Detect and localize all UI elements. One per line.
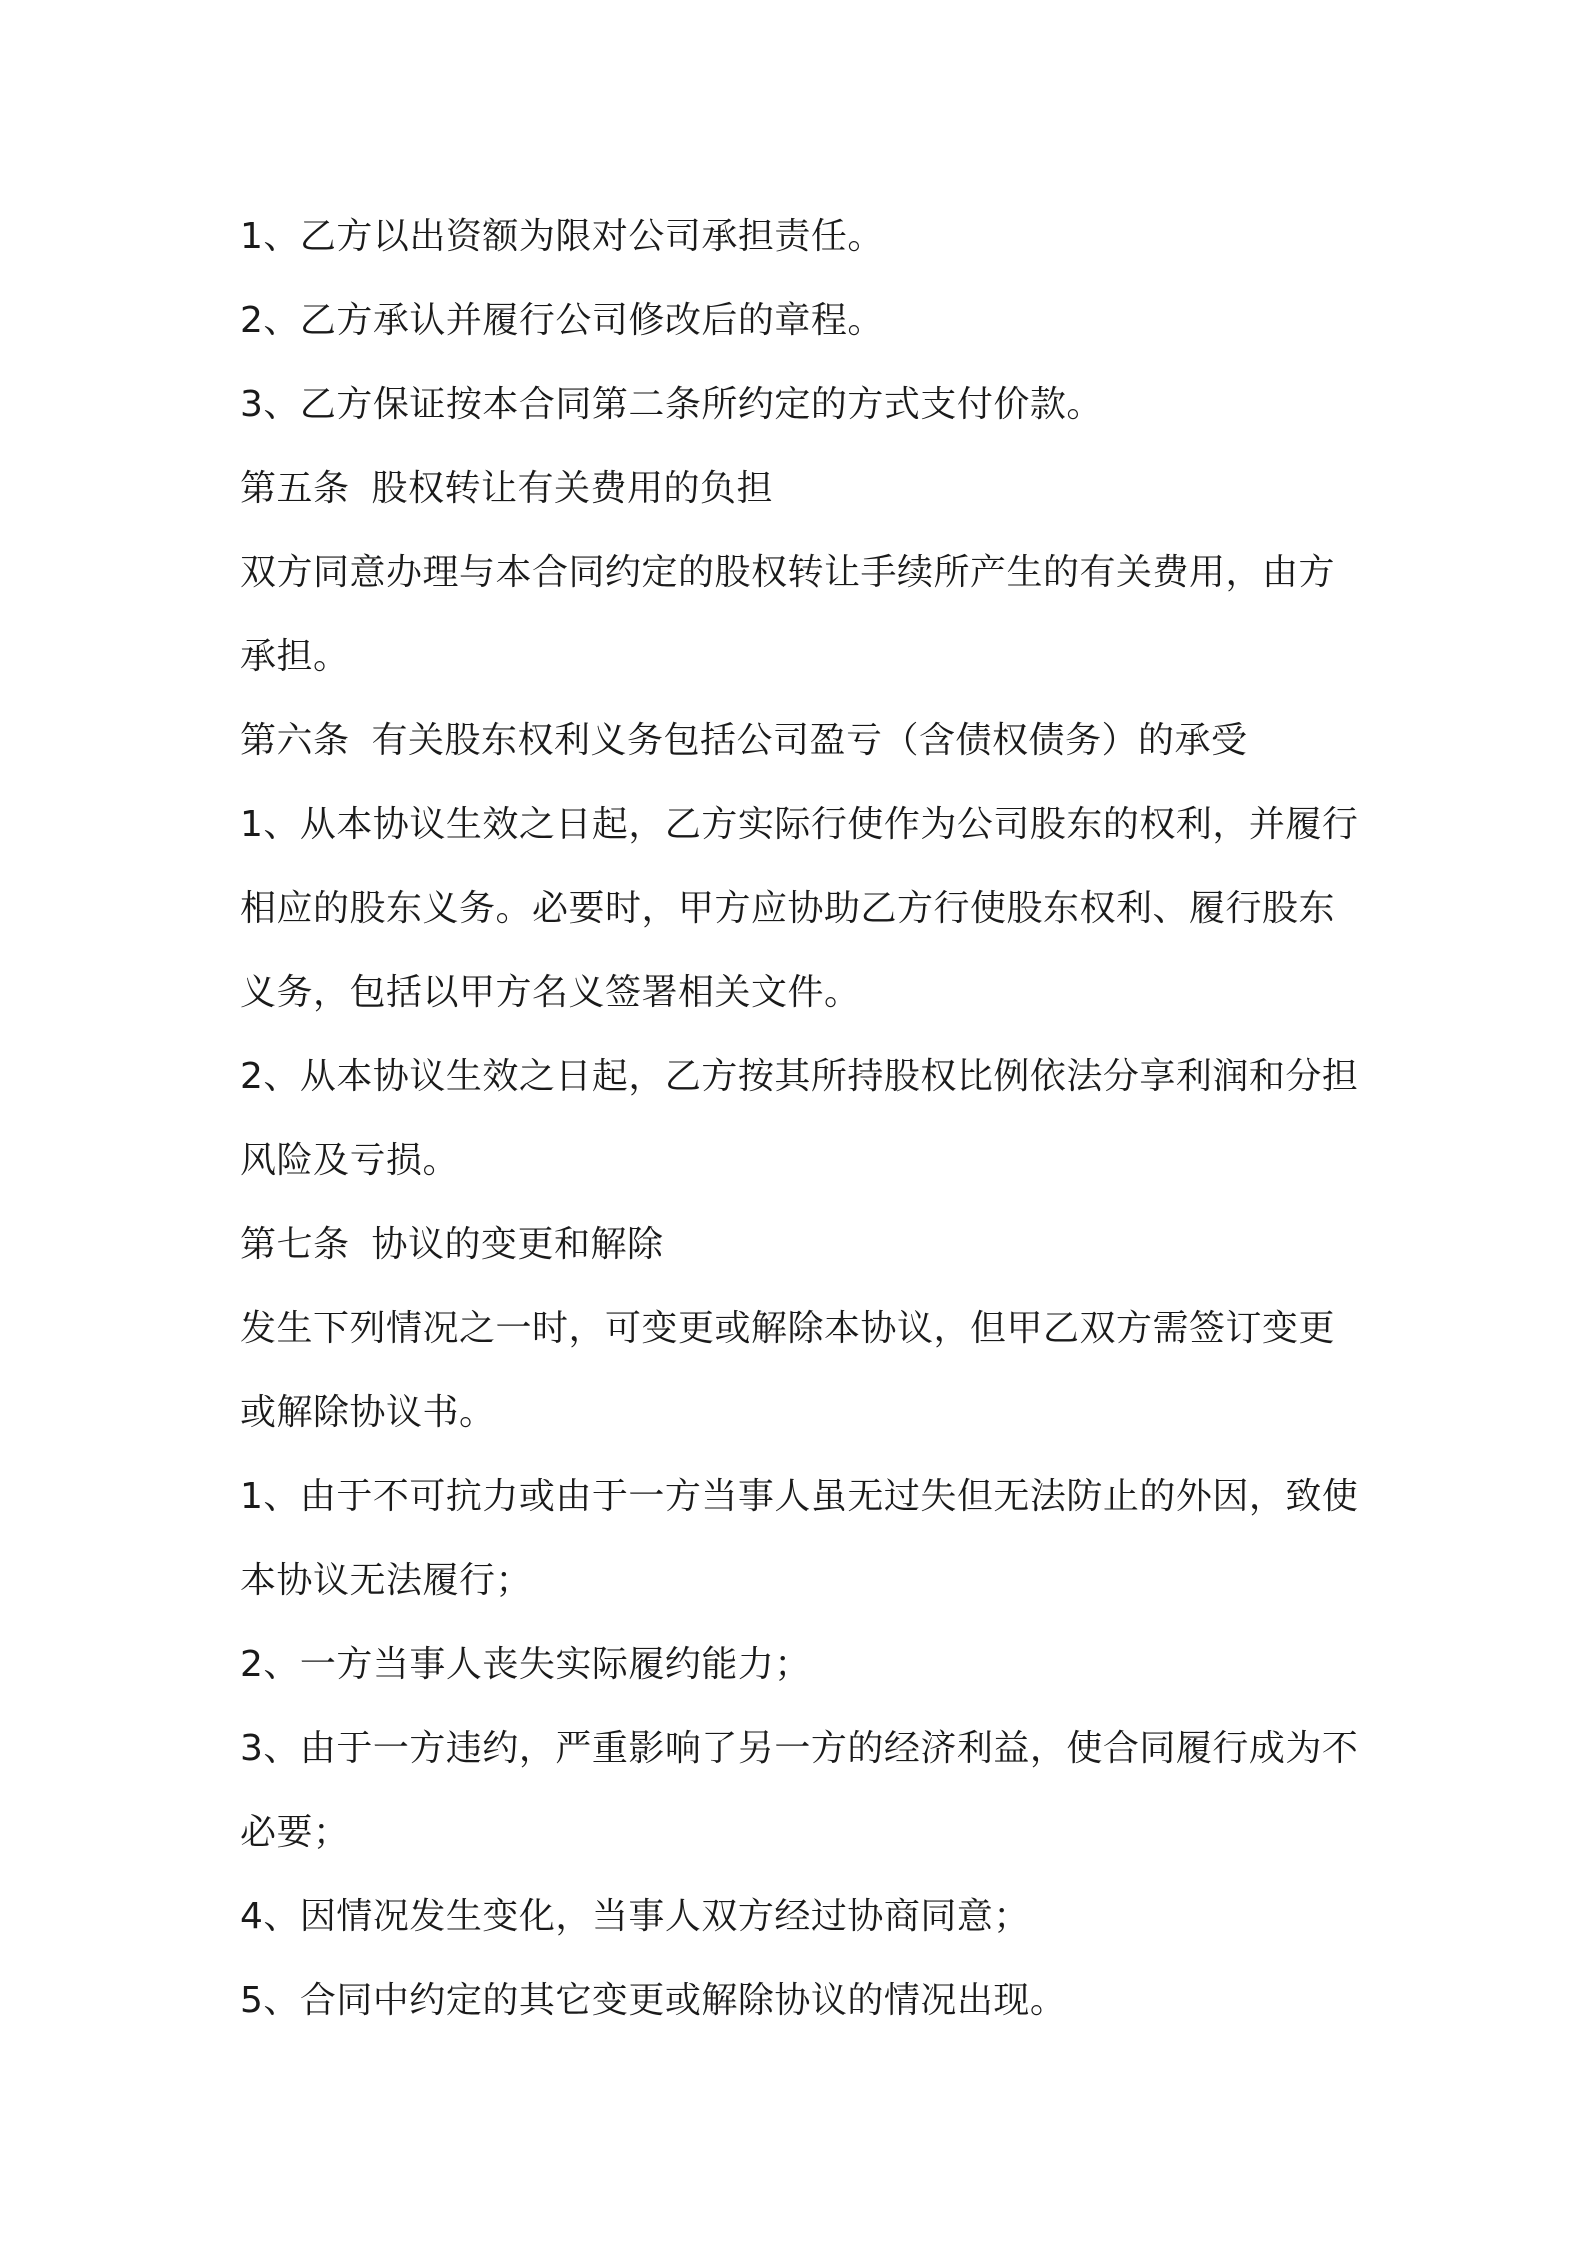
article-7-title: 协议的变更和解除 xyxy=(371,1224,664,1265)
clause-item: 1、乙方以出资额为限对公司承担责任。 xyxy=(240,216,884,257)
clause-item: 1、由于不可抗力或由于一方当事人虽无过失但无法防止的外因，致使本协议无法履行； xyxy=(240,1476,1359,1601)
document-body xyxy=(240,195,1360,2043)
clause-item: 3、乙方保证按本合同第二条所约定的方式支付价款。 xyxy=(240,384,1103,425)
article-6-heading xyxy=(240,699,1360,783)
article-5-body: 双方同意办理与本合同约定的股权转让手续所产生的有关费用，由方承担。 xyxy=(240,552,1336,677)
article-5-heading xyxy=(240,447,1360,531)
clause-item: 1、从本协议生效之日起，乙方实际行使作为公司股东的权利，并履行相应的股东义务。必要时，甲方应协助乙方行使股东权利、履行股东义务，包括以甲方名义签署相关文件。 xyxy=(240,804,1359,1013)
article-7-number: 第七条 xyxy=(240,1224,350,1265)
article-7-heading xyxy=(240,1203,1360,1287)
article-6-number: 第六条 xyxy=(240,720,350,761)
article-5-number: 第五条 xyxy=(240,468,350,509)
article-7-intro: 发生下列情况之一时，可变更或解除本协议，但甲乙双方需签订变更或解除协议书。 xyxy=(240,1308,1336,1433)
clause-item: 2、一方当事人丧失实际履约能力； xyxy=(240,1644,811,1685)
clause-item: 2、从本协议生效之日起，乙方按其所持股权比例依法分享利润和分担风险及亏损。 xyxy=(240,1056,1359,1181)
clause-item: 2、乙方承认并履行公司修改后的章程。 xyxy=(240,300,884,341)
clause-item: 4、因情况发生变化，当事人双方经过协商同意； xyxy=(240,1896,1030,1937)
article-6-title: 有关股东权利义务包括公司盈亏（含债权债务）的承受 xyxy=(371,720,1248,761)
clause-item: 3、由于一方违约，严重影响了另一方的经济利益，使合同履行成为不必要； xyxy=(240,1728,1359,1853)
article-5-title: 股权转让有关费用的负担 xyxy=(371,468,774,509)
clause-item: 5、合同中约定的其它变更或解除协议的情况出现。 xyxy=(240,1980,1067,2021)
